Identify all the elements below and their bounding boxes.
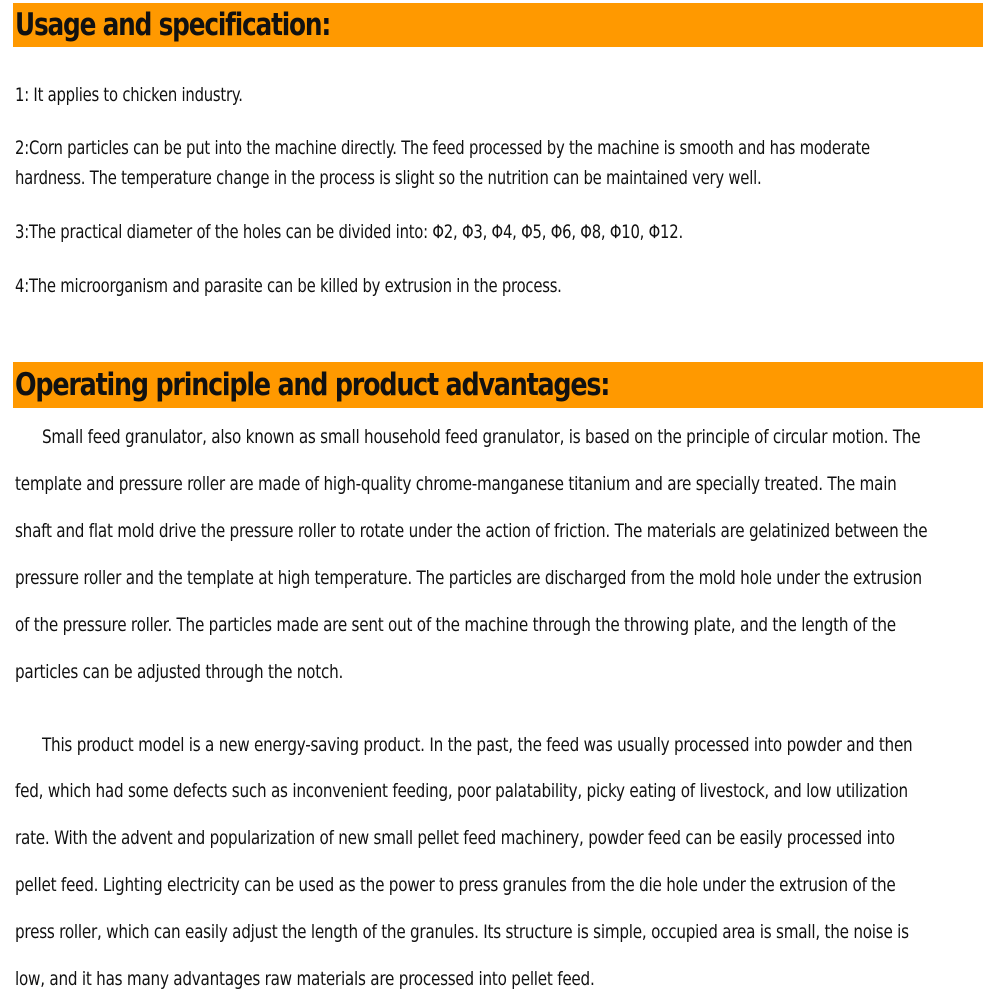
usage-item-3: 3:The practical diameter of the holes can be divided into: Φ2, Φ3, Φ4, Φ5, Φ6, Φ8, Φ10, Φ12. <box>15 221 683 243</box>
advantages-paragraph-line-1: This product model is a new energy-saving product. In the past, the feed was usually processed into powder and then <box>42 734 913 756</box>
usage-specification-banner <box>13 3 983 47</box>
advantages-paragraph-line-4: pellet feed. Lighting electricity can be used as the power to press granules from the die hole under the extrusion of the <box>15 874 896 896</box>
advantages-paragraph-line-3: rate. With the advent and popularization of new small pellet feed machinery, powder feed can be easily processed into <box>15 827 895 849</box>
principle-paragraph-line-5: of the pressure roller. The particles made are sent out of the machine through the throwing plate, and the length of the <box>15 614 896 636</box>
advantages-paragraph-line-6: low, and it has many advantages raw materials are processed into pellet feed. <box>15 968 595 990</box>
usage-item-2-line-2: hardness. The temperature change in the process is slight so the nutrition can be maintained very well. <box>15 167 762 189</box>
principle-paragraph-line-2: template and pressure roller are made of high-quality chrome-manganese titanium and are specially treated. The main <box>15 473 897 495</box>
principle-paragraph-line-3: shaft and flat mold drive the pressure roller to rotate under the action of friction. The materials are gelatinized between the <box>15 520 928 542</box>
usage-specification-heading: Usage and specification: <box>15 7 331 43</box>
principle-paragraph-line-4: pressure roller and the template at high temperature. The particles are discharged from the mold hole under the extrusion <box>15 567 922 589</box>
principle-paragraph-line-6: particles can be adjusted through the notch. <box>15 661 344 683</box>
usage-item-2-line-1: 2:Corn particles can be put into the machine directly. The feed processed by the machine is smooth and has moderate <box>15 137 870 159</box>
operating-principle-heading: Operating principle and product advantages: <box>15 367 610 403</box>
operating-principle-banner <box>13 362 983 408</box>
usage-item-1: 1: It applies to chicken industry. <box>15 84 243 106</box>
usage-item-4: 4:The microorganism and parasite can be killed by extrusion in the process. <box>15 275 562 297</box>
principle-paragraph-line-1: Small feed granulator, also known as small household feed granulator, is based on the principle of circular motion. The <box>42 426 921 448</box>
advantages-paragraph-line-2: fed, which had some defects such as inconvenient feeding, poor palatability, picky eating of livestock, and low utilization <box>15 780 908 802</box>
advantages-paragraph-line-5: press roller, which can easily adjust the length of the granules. Its structure is simple, occupied area is small, the noise is <box>15 921 909 943</box>
